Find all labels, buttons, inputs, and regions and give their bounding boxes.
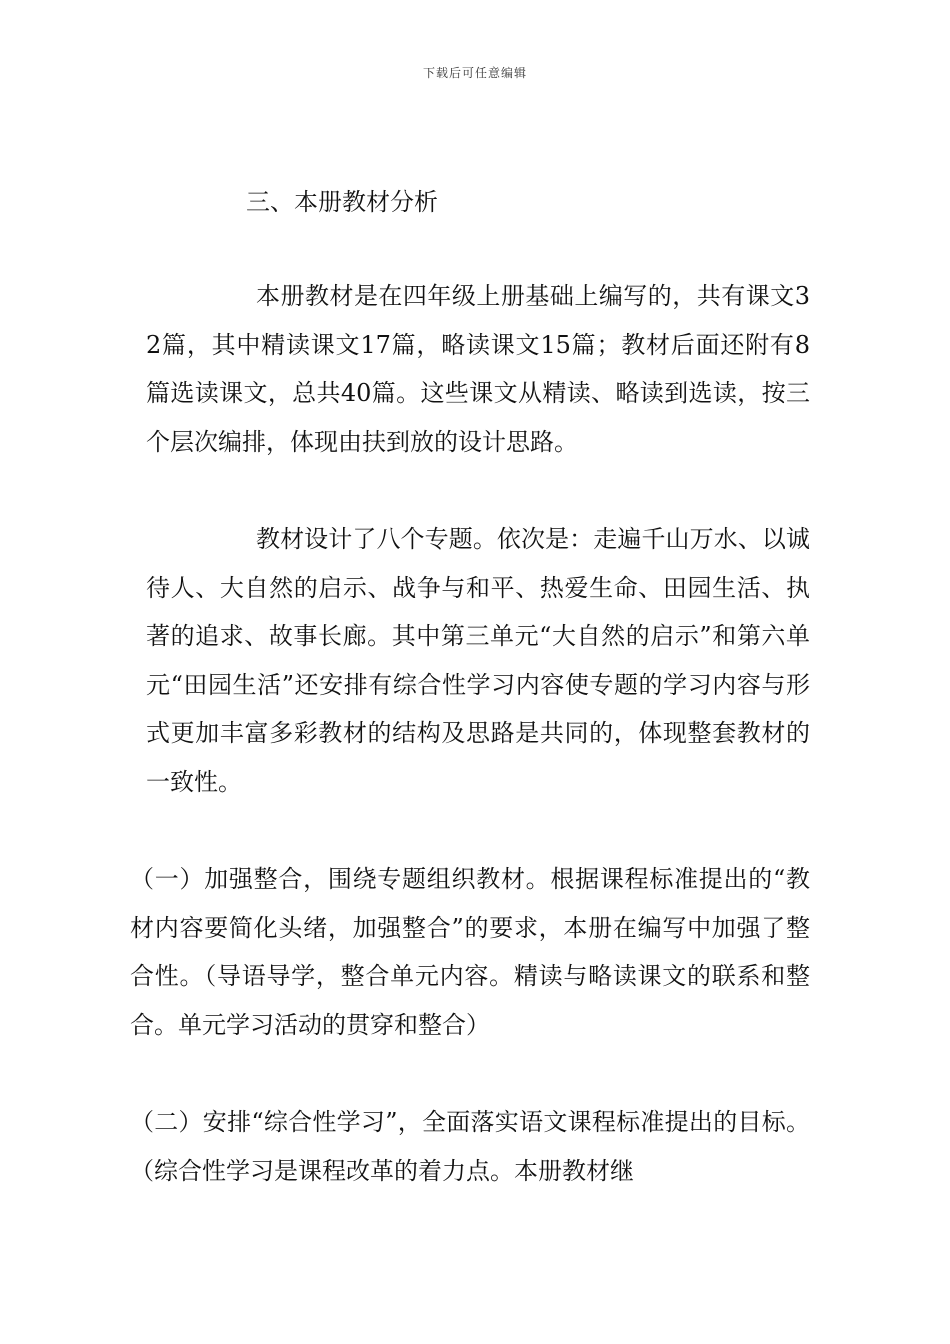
page-header-note: 下载后可任意编辑 [422,66,527,80]
paragraph-comprehensive-learning: （二）安排“综合性学习”，全面落实语文课程标准提出的目标。（综合性学习是课程改革的着力点。本册教材继 [130,1108,810,1185]
paragraph-integration: （一）加强整合，围绕专题组织教材。根据课程标准提出的“教材内容要简化头绪，加强整合”的要求，本册在编写中加强了整合性。（导语导学，整合单元内容。精读与略读课文的联系和整合。单元学习活动的贯穿和整合） [130,865,810,1039]
section-title: 三、本册教材分析 [246,188,438,216]
paragraph-themes: 教材设计了八个专题。依次是：走遍千山万水、以诚待人、大自然的启示、战争与和平、热爱生命、田园生活、执著的追求、故事长廊。其中第三单元“大自然的启示”和第六单元“田园生活”还安排有综合性学习内容使专题的学习内容与形式更加丰富多彩教材的结构及思路是共同的，体现整套教材的一致性。 [146,525,810,796]
paragraph-textbook-overview: 本册教材是在四年级上册基础上编写的，共有课文32篇，其中精读课文17篇，略读课文15篇；教材后面还附有8篇选读课文，总共40篇。这些课文从精读、略读到选读，按三个层次编排，体现由扶到放的设计思路。 [146,282,810,456]
document-body [130,178,810,1244]
